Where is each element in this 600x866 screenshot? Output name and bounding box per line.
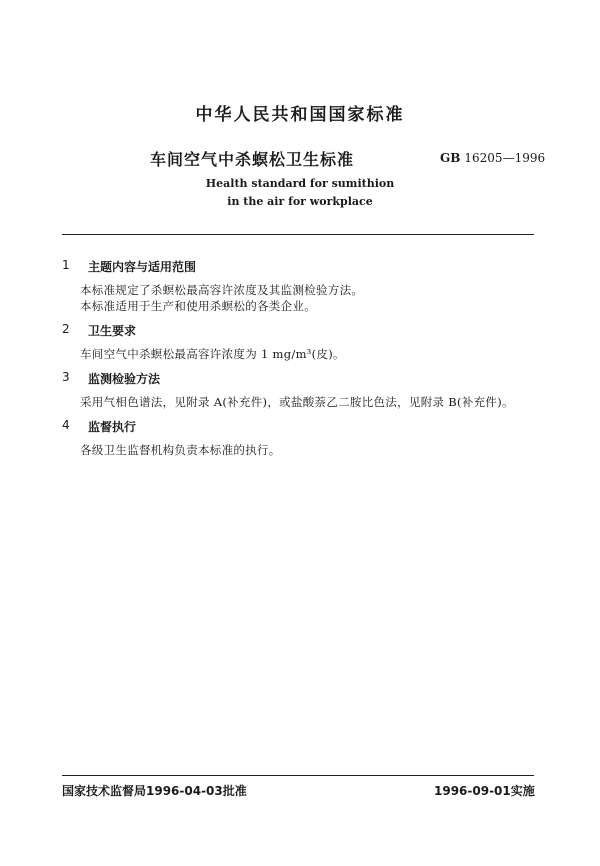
standard-org-title: 中华人民共和国国家标准 bbox=[195, 105, 405, 125]
english-title-line-1: Health standard for sumithion bbox=[205, 177, 395, 190]
approval-date: 国家技术监督局1996-04-03批准 bbox=[62, 784, 247, 798]
english-title-line-2: in the air for workplace bbox=[227, 195, 373, 208]
section-1-paragraph-1: 本标准规定了杀螟松最高容许浓度及其监测检验方法。 bbox=[80, 283, 364, 297]
section-1-number: 1 bbox=[62, 258, 70, 272]
footer-divider bbox=[62, 775, 534, 776]
section-4-paragraph-1: 各级卫生监督机构负责本标准的执行。 bbox=[80, 443, 281, 457]
header-divider bbox=[62, 234, 534, 235]
section-3-title: 监测检验方法 bbox=[88, 372, 161, 386]
section-2-number: 2 bbox=[62, 322, 70, 336]
standard-prefix: GB bbox=[440, 151, 461, 165]
document-title: 车间空气中杀螟松卫生标准 bbox=[150, 150, 355, 169]
section-1-title: 主题内容与适用范围 bbox=[88, 260, 197, 274]
standard-number: 16205—1996 bbox=[464, 151, 546, 165]
section-3-paragraph-1: 采用气相色谱法，见附录 A(补充件)，或盐酸萘乙二胺比色法，见附录 B(补充件)。 bbox=[80, 395, 514, 409]
section-2-title: 卫生要求 bbox=[88, 324, 137, 338]
section-4-number: 4 bbox=[62, 418, 70, 432]
effective-date: 1996-09-01实施 bbox=[434, 784, 535, 798]
section-4-title: 监督执行 bbox=[88, 420, 137, 434]
section-2-paragraph-1: 车间空气中杀螟松最高容许浓度为 1 mg/m³(皮)。 bbox=[80, 347, 345, 361]
section-3-number: 3 bbox=[62, 370, 70, 384]
standard-code bbox=[440, 151, 545, 165]
section-1-paragraph-2: 本标准适用于生产和使用杀螟松的各类企业。 bbox=[80, 299, 316, 313]
